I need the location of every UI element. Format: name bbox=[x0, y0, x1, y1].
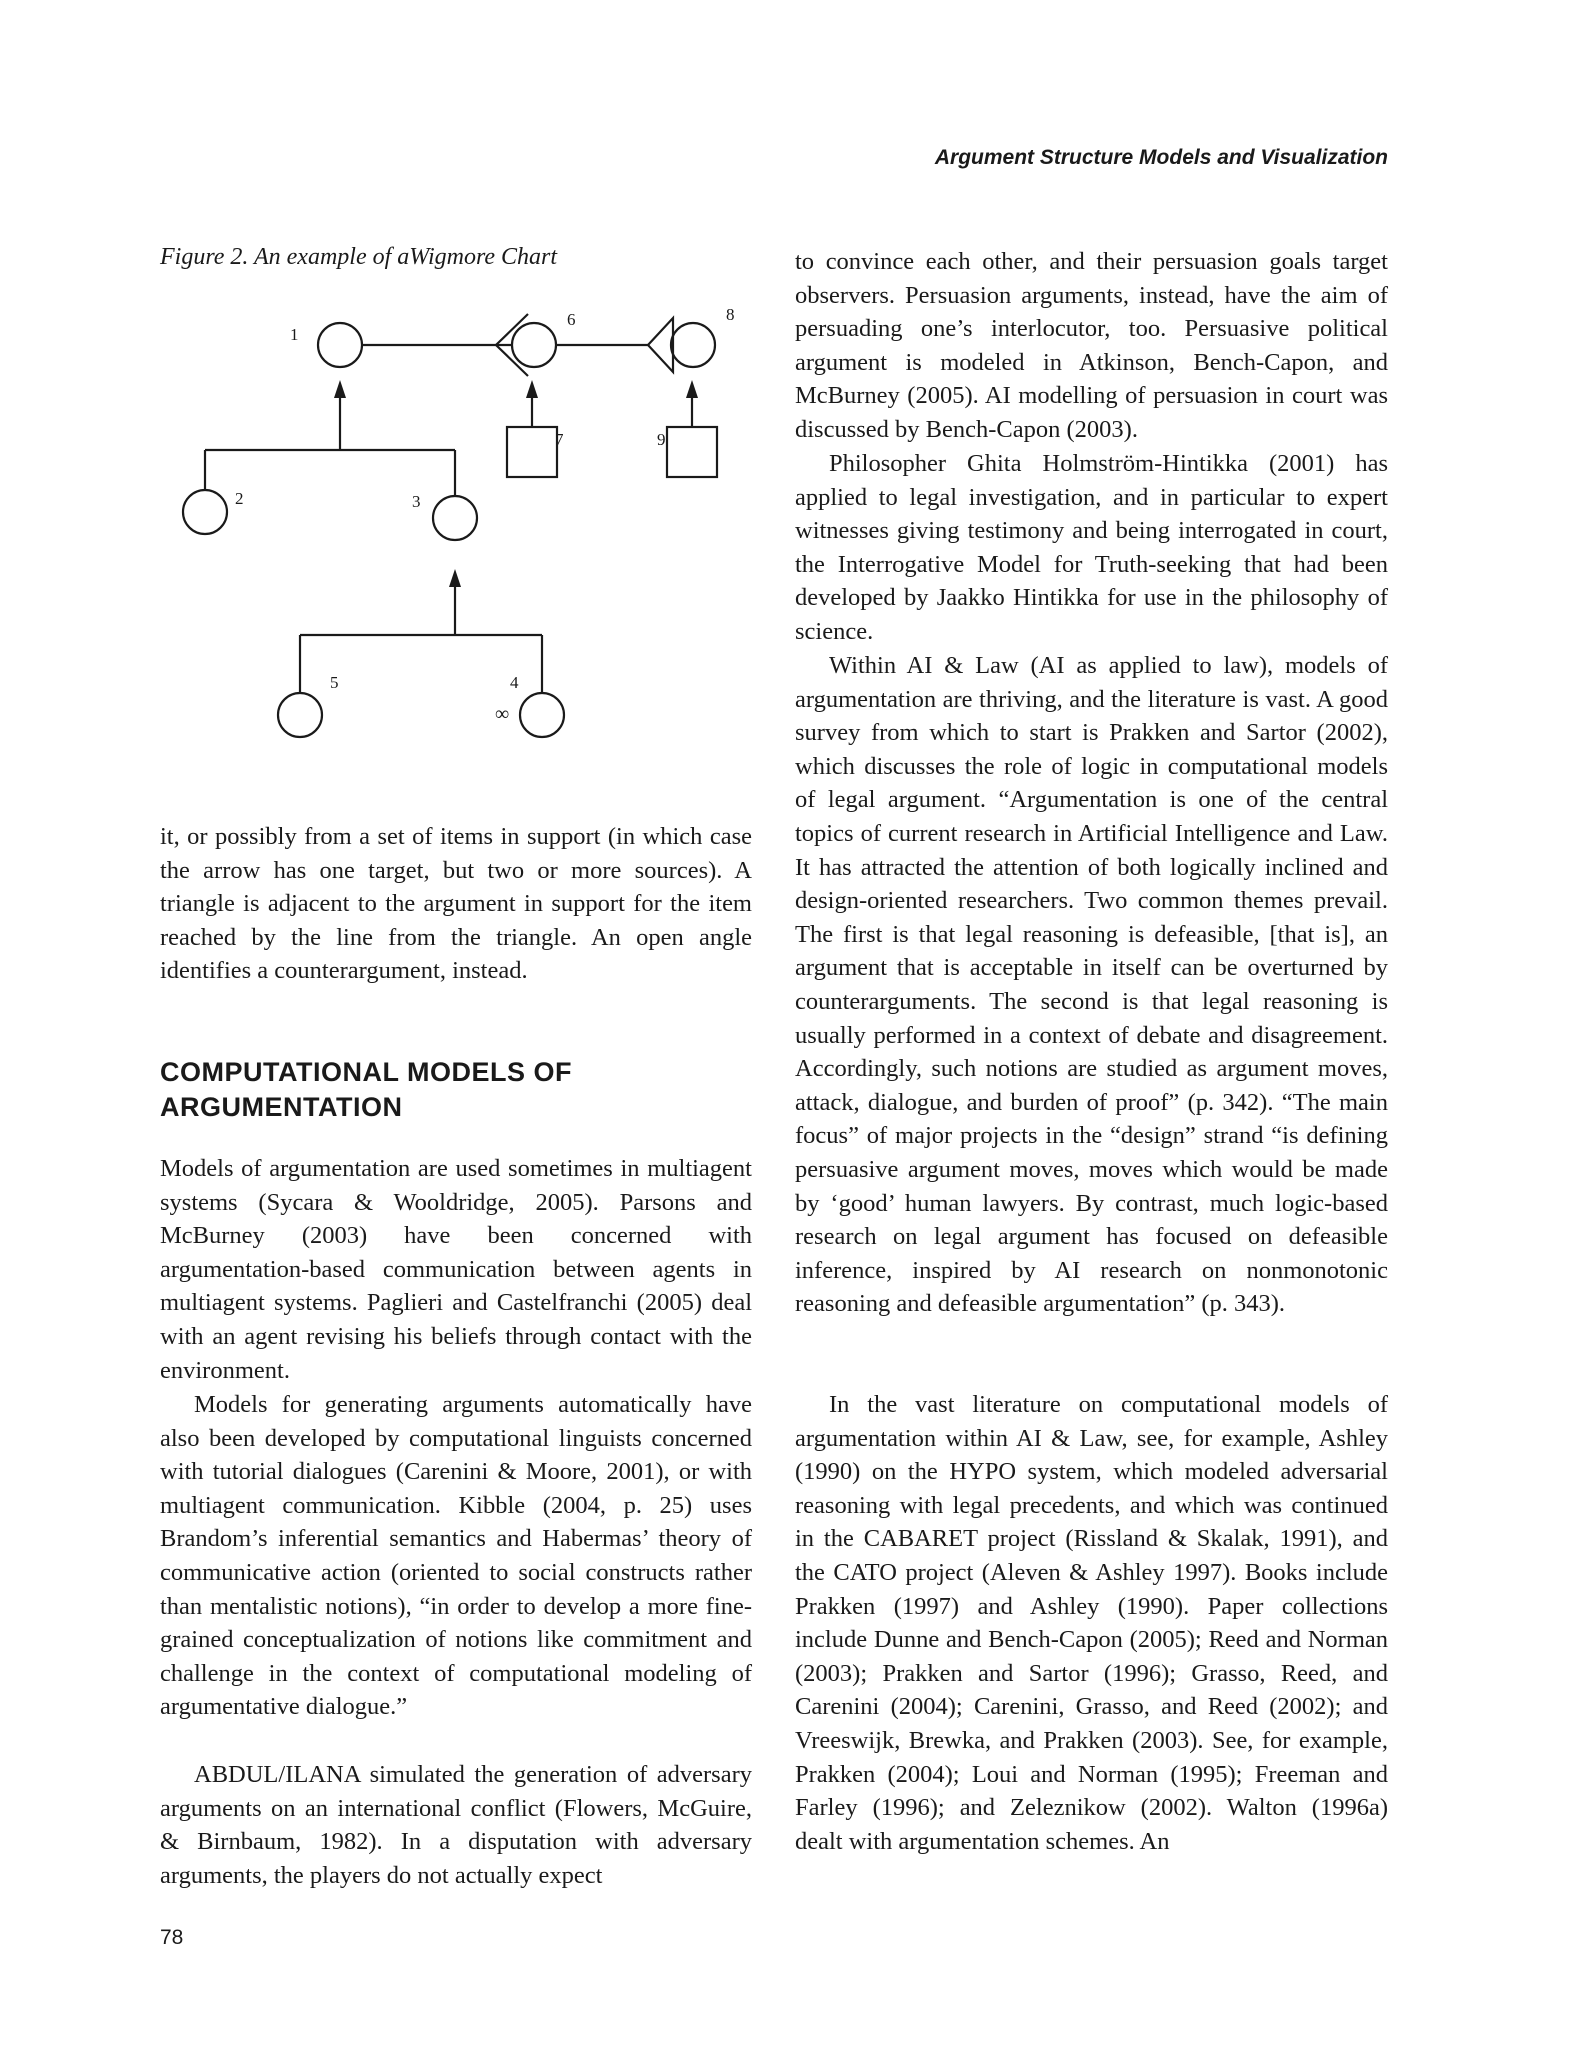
page-number: 78 bbox=[160, 1926, 184, 1949]
right-para-3: Within AI & Law (AI as applied to law), models of argumentation are thriving, and the literature is vast. A good survey from which to start is Prakken and Sartor (2002), which discusses the role of logic in computational models of legal argument. “Argumentation is one of the central topics of current research in Artificial Intelligence and Law. It has attracted the attention of both logically inclined and design-oriented researchers. Two common themes prevail. The first is that legal reasoning is defeasible, [that is], an argument that is acceptable in itself can be overturned by counterarguments. The second is that legal reasoning is usually performed in a context of debate and disagreement. Accordingly, such notions are studied as argument moves, attack, dialogue, and burden of proof” (p. 342). “The main focus” of major projects in the “design” strand “is defining persuasive argument moves, moves which would be made by ‘good’ human lawyers. By contrast, much logic-based research on legal argument has focused on defeasible inference, inspired by AI research on nonmonotonic reasoning and defeasible argumentation” (p. 343). bbox=[795, 652, 1388, 1318]
node-label-6: 6 bbox=[567, 310, 576, 329]
arrowhead-3 bbox=[449, 569, 461, 587]
node-label-8: 8 bbox=[726, 305, 735, 324]
section-heading: COMPUTATIONAL MODELS OF ARGUMENTATION bbox=[160, 1057, 572, 1122]
node-2-circle bbox=[183, 490, 227, 534]
node-9-square bbox=[667, 427, 717, 477]
left-para-1: Models of argumentation are used sometimes in multiagent systems (Sycara & Wooldridge, 2005). Parsons and McBurney (2003) have been concerned with argumentation-based communication between agents in multiagent systems. Paglieri and Castelfranchi (2005) deal with an agent revising his beliefs through contact with the environment. bbox=[160, 1155, 752, 1384]
right-para-2: Philosopher Ghita Holmström-Hintikka (2001) has applied to legal investigation, and in particular to expert witnesses giving testimony and being interrogated in court, the Interrogative Model for Truth-seeking that had been developed by Jaakko Hintikka for use in the philosophy of science. bbox=[795, 450, 1388, 645]
node-4-circle bbox=[520, 693, 564, 737]
node-label-2: 2 bbox=[235, 489, 244, 508]
running-head: Argument Structure Models and Visualization bbox=[934, 146, 1388, 169]
arrowhead-8 bbox=[686, 380, 698, 398]
left-para-intro: it, or possibly from a set of items in support (in which case the arrow has one target, but two or more sources). A triangle is adjacent to the argument in support for the item reached by the line from the triangle. An open angle identifies a counterargument, instead. bbox=[160, 823, 752, 985]
node-label-5: 5 bbox=[330, 673, 339, 692]
node-1-circle bbox=[318, 323, 362, 367]
arrowhead-1 bbox=[334, 380, 346, 398]
right-para-4: In the vast literature on computational models of argumentation within AI & Law, see, for example, Ashley (1990) on the HYPO system, which modeled adversarial reasoning with legal precedents, and which was continued in the CABARET project (Rissland & Skalak, 1991), and the CATO project (Aleven & Ashley 1997). Books include Prakken (1997) and Ashley (1990). Paper collections include Dunne and Bench-Capon (2005); Reed and Norman (2003); Prakken and Sartor (1996); Grasso, Reed, and Carenini (2004); Carenini, Grasso, and Reed (2002); and Vreeswijk, Brewka, and Prakken (2003). See, for example, Prakken (2004); Loui and Norman (1995); Freeman and Farley (1996); and Zeleznikow (2002). Walton (1996a) dealt with argumentation schemes. An bbox=[795, 1391, 1388, 1855]
node-label-7: 7 bbox=[555, 430, 564, 449]
node-7-square bbox=[507, 427, 557, 477]
arrowhead-6 bbox=[526, 380, 538, 398]
right-para-1: to convince each other, and their persuasion goals target observers. Persuasion arguments, instead, have the aim of persuading one’s interlocutor, too. Persuasive political argument is modeled in Atkinson, Bench-Capon, and McBurney (2005). AI modelling of persuasion in court was discussed by Bench-Capon (2003). bbox=[795, 248, 1388, 443]
node-5-circle bbox=[278, 693, 322, 737]
infinity-mark: ∞ bbox=[495, 703, 510, 725]
node-3-circle bbox=[433, 496, 477, 540]
figure-caption: Figure 2. An example of aWigmore Chart bbox=[160, 244, 558, 270]
wigmore-chart bbox=[160, 290, 760, 770]
node-8-circle bbox=[671, 323, 715, 367]
node-label-4: 4 bbox=[510, 673, 519, 692]
node-label-1: 1 bbox=[290, 325, 299, 344]
node-label-9: 9 bbox=[657, 430, 666, 449]
left-para-3: ABDUL/ILANA simulated the generation of adversary arguments on an international conflict (Flowers, McGuire, & Birnbaum, 1982). In a disputation with adversary arguments, the players do not actually expect bbox=[160, 1761, 752, 1889]
left-para-2: Models for generating arguments automatically have also been developed by computational linguists concerned with tutorial dialogues (Carenini & Moore, 2001), or with multiagent communication. Kibble (2004, p. 25) uses Brandom’s inferential semantics and Habermas’ theory of communicative action (oriented to social constructs rather than mentalistic notions), “in order to develop a more fine-grained conceptualization of notions like commitment and challenge in the context of computational modeling of argumentative dialogue.” bbox=[160, 1391, 752, 1721]
node-6-circle bbox=[512, 323, 556, 367]
triangle-8 bbox=[648, 318, 673, 372]
node-label-3: 3 bbox=[412, 492, 421, 511]
